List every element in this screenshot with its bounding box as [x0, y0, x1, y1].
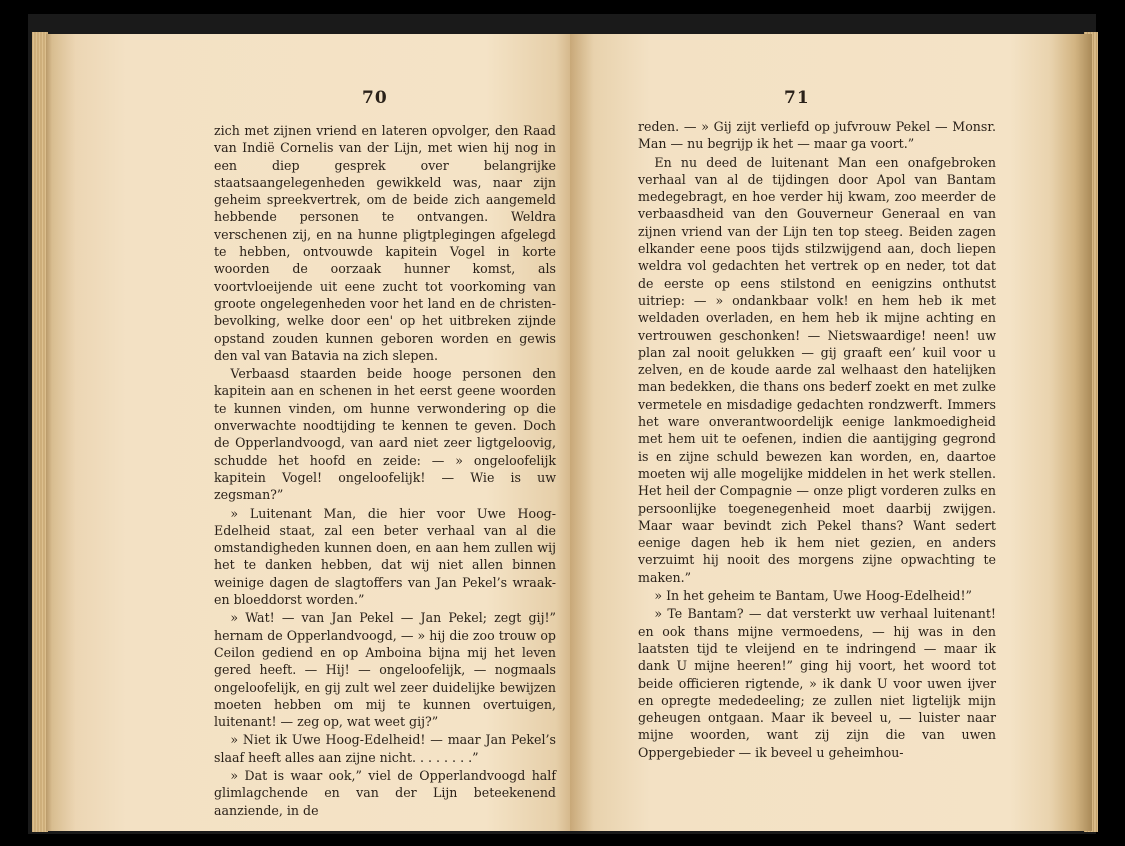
right-paragraph-4: » Te Bantam? — dat versterkt uw verhaal luitenant! en ook thans mijne vermoedens, — hij was in den laatsten tijd te vleijend en te indringend — maar ik dank U mijne heeren!” ging hij voort, het woord tot beide officieren rigtende, » ik dank U voor uwen ijver en opregte mededeeling; ze zullen niet ligtelijk mijn geheugen ontgaan. Maar ik beveel u, — luister naar mijne woorden, want zij zijn die van uwen Oppergebieder — ik beveel u geheimhou- — [638, 606, 996, 760]
left-page-text — [214, 122, 556, 819]
left-paragraph-1: zich met zijnen vriend en lateren opvolger, den Raad van Indië Cornelis van der Lijn, met wien hij nog in een diep gesprek over belangrijke staatsaangelegenheden gewikkeld was, naar zijn geheim spreekvertrek, om de beide zich aangemeld hebbende personen te ontvangen. Weldra verschenen zij, en na hunne pligtplegingen afgelegd te hebben, ontvouwde kapitein Vogel in korte woorden de oorzaak hunner komst, als voortvloeijende uit eene zucht tot voorkoming van groote ongelegenheden voor het land en de christen-bevolking, welke door een' op het uitbreken zijnde opstand zouden kunnen geboren worden en gewis den val van Batavia na zich slepen. — [214, 123, 556, 363]
left-paragraph-3: » Luitenant Man, die hier voor Uwe Hoog-Edelheid staat, zal een beter verhaal van al die omstandigheden kunnen doen, en aan hem zullen wij het te danken hebben, dat wij niet allen binnen weinige dagen de slagtoffers van Jan Pekel’s wraak- en bloeddorst worden.” — [214, 505, 556, 608]
left-paragraph-6: » Dat is waar ook,” viel de Opperlandvoogd half glimlagchende en van der Lijn beteekenend aanziende, in de — [214, 767, 556, 818]
right-page — [570, 34, 1092, 831]
left-paragraph-2: Verbaasd staarden beide hooge personen den kapitein aan en schenen in het eerst geene woorden te kunnen vinden, om hunne verwondering op die onverwachte noodtijding te kennen te geven. Doch de Opperlandvoogd, van aard niet zeer ligtgeloovig, schudde het hoofd en zeide: — » ongeloofelijk kapitein Vogel! ongeloofelijk! — Wie is uw zegsman?” — [214, 366, 556, 503]
page-number-right: 71 — [784, 88, 810, 108]
page-number-left: 70 — [362, 88, 388, 108]
right-page-text — [638, 118, 996, 761]
left-paragraph-5: » Niet ik Uwe Hoog-Edelheid! — maar Jan Pekel’s slaaf heeft alles aan zijne nicht. . . . . . . .” — [214, 732, 556, 765]
right-paragraph-1: reden. — » Gij zijt verliefd op jufvrouw Pekel — Monsr. Man — nu begrijp ik het — maar ga voort.” — [638, 119, 996, 152]
book-spread — [28, 14, 1096, 834]
right-paragraph-2: En nu deed de luitenant Man een onafgebroken verhaal van al de tijdingen door Apol van Bantam medegebragt, en hoe verder hij kwam, zoo meerder de verbaasdheid van den Gouverneur Generaal en van zijnen vriend van der Lijn ten top steeg. Beiden zagen elkander eene poos tijds stilzwijgend aan, doch liepen weldra vol gedachten het vertrek op en neder, tot dat de eerste op eens stilstond en eenigzins onthutst uitriep: — » ondankbaar volk! en hem heb ik met weldaden overladen, en hem heb ik mijne achting en vertrouwen geschonken! — Nietswaardige! neen! uw plan zal nooit gelukken — gij graaft een’ kuil voor u zelven, en de koude aarde zal welhaast den hatelijken man bedekken, die thans ons bederf zoekt en met zulke vermetele en misdadige gedachten rondzwerft. Immers het ware onverantwoordelijk eenige lankmoedigheid met hem uit te oefenen, indien die aantijging gegrond is en zijne schuld bewezen kan worden, en, daartoe moeten wij alle mogelijke middelen in het werk stellen. Het heil der Compagnie — onze pligt vorderen zulks en persoonlijke toegenegenheid moet daarbij zwijgen. Maar waar bevindt zich Pekel thans? Want sedert eenige dagen heb ik hem niet gezien, en anders verzuimt hij nooit des morgens zijne opwachting te maken.” — [638, 154, 996, 585]
left-page — [46, 34, 580, 831]
left-paragraph-4: » Wat! — van Jan Pekel — Jan Pekel; zegt gij!” hernam de Opperlandvoogd, — » hij die zoo trouw op Ceilon gediend en op Amboina bijna mij het leven gered heeft. — Hij! — ongeloofelijk, — nogmaals ongeloofelijk, en gij zult wel zeer duidelijke bewijzen moeten hebben om mij te kunnen overtuigen, luitenant! — zeg op, wat weet gij?” — [214, 610, 556, 730]
right-paragraph-3: » In het geheim te Bantam, Uwe Hoog-Edelheid!” — [654, 588, 972, 604]
